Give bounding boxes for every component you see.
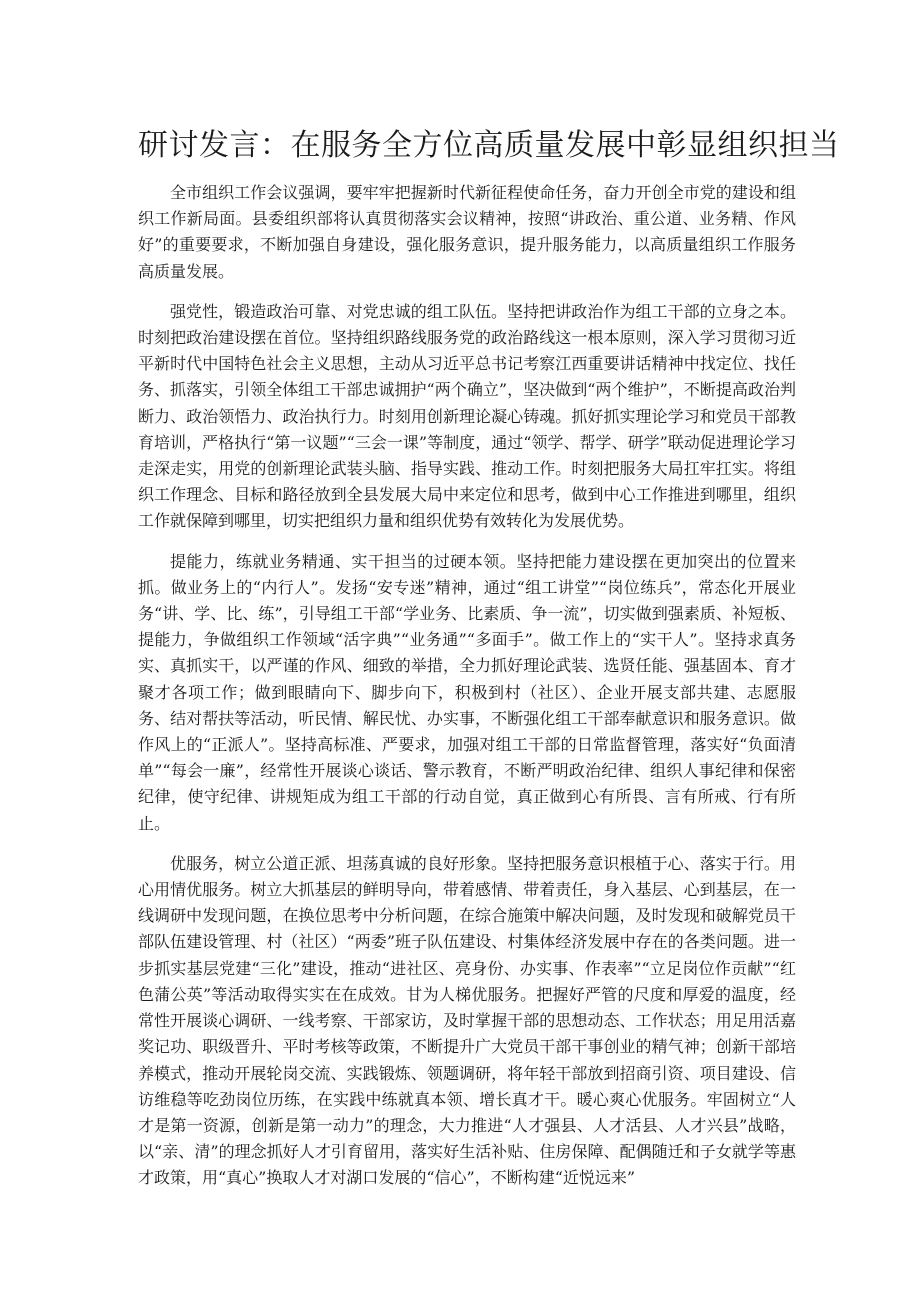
paragraph-intro: 全市组织工作会议强调，要牢牢把握新时代新征程使命任务，奋力开创全市党的建设和组织工作新局面。县委组织部将认真贯彻落实会议精神，按照“讲政治、重公道、业务精、作风好”的重要要求，不断加强自身建设，强化服务意识，提升服务能力，以高质量组织工作服务高质量发展。: [138, 183, 796, 281]
paragraph-capability: 提能力，练就业务精通、实干担当的过硬本领。坚持把能力建设摆在更加突出的位置来抓。做业务上的“内行人”。发扬“安专迷”精神，通过“组工讲堂”“岗位练兵”，常态化开展业务“讲、学、比、练”，引导组工干部“学业务、比素质、争一流”，切实做到强素质、补短板、提能力，争做组织工作领域“活字典”“业务通”“多面手”。做工作上的“实干人”。坚持求真务实、真抓实干，以严谨的作风、细致的举措，全力抓好理论武装、选贤任能、强基固本、育才聚才各项工作；做到眼睛向下、脚步向下，积极到村（社区）、企业开展支部共建、志愿服务、结对帮扶等活动，听民情、解民忧、办实事，不断强化组工干部奉献意识和服务意识。做作风上的“正派人”。坚持高标准、严要求，加强对组工干部的日常监督管理，落实好“负面清单”“每会一廉”，经常性开展谈心谈话、警示教育，不断严明政治纪律、组织人事纪律和保密纪律，使守纪律、讲规矩成为组工干部的行动自觉，真正做到心有所畏、言有所戒、行有所止。: [138, 551, 796, 833]
paragraph-service: 优服务，树立公道正派、坦荡真诚的良好形象。坚持把服务意识根植于心、落实于行。用心用情优服务。树立大抓基层的鲜明导向，带着感情、带着责任，身入基层、心到基层，在一线调研中发现问题，在换位思考中分析问题，在综合施策中解决问题，及时发现和破解党员干部队伍建设管理、村（社区）“两委”班子队伍建设、村集体经济发展中存在的各类问题。进一步抓实基层党建“三化”建设，推动“进社区、亮身份、办实事、作表率”“立足岗位作贡献”“红色蒲公英”等活动取得实实在在成效。甘为人梯优服务。把握好严管的尺度和厚爱的温度，经常性开展谈心调研、一线考察、干部家访，及时掌握干部的思想动态、工作状态；用足用活嘉奖记功、职级晋升、平时考核等政策，不断提升广大党员干部干事创业的精气神；创新干部培养模式，推动开展轮岗交流、实践锻炼、领题调研，将年轻干部放到招商引资、项目建设、信访维稳等吃劲岗位历练，在实践中练就真本领、增长真才干。暖心爽心优服务。牢固树立“人才是第一资源，创新是第一动力”的理念，大力推进“人才强县、人才活县、人才兴县”战略，以“亲、清”的理念抓好人才引育留用，落实好生活补贴、住房保障、配偶随迁和子女就学等惠才政策，用“真心”换取人才对湖口发展的“信心”，不断构建“近悦远来”: [138, 853, 796, 1188]
paragraph-party-spirit: 强党性，锻造政治可靠、对党忠诚的组工队伍。坚持把讲政治作为组工干部的立身之本。时刻把政治建设摆在首位。坚持组织路线服务党的政治路线这一根本原则，深入学习贯彻习近平新时代中国特色社会主义思想，主动从习近平总书记考察江西重要讲话精神中找定位、找任务、抓落实，引领全体组工干部忠诚拥护“两个确立”，坚决做到“两个维护”，不断提高政治判断力、政治领悟力、政治执行力。时刻用创新理论凝心铸魂。抓好抓实理论学习和党员干部教育培训，严格执行“第一议题”“三会一课”等制度，通过“领学、帮学、研学”联动促进理论学习走深走实，用党的创新理论武装头脑、指导实践、推动工作。时刻把服务大局扛牢扛实。将组织工作理念、目标和路径放到全县发展大局中来定位和思考，做到中心工作推进到哪里，组织工作就保障到哪里，切实把组织力量和组织优势有效转化为发展优势。: [138, 301, 796, 531]
page-title: 研讨发言：在服务全方位高质量发展中彰显组织担当: [138, 128, 840, 163]
document-body: [138, 180, 796, 1206]
